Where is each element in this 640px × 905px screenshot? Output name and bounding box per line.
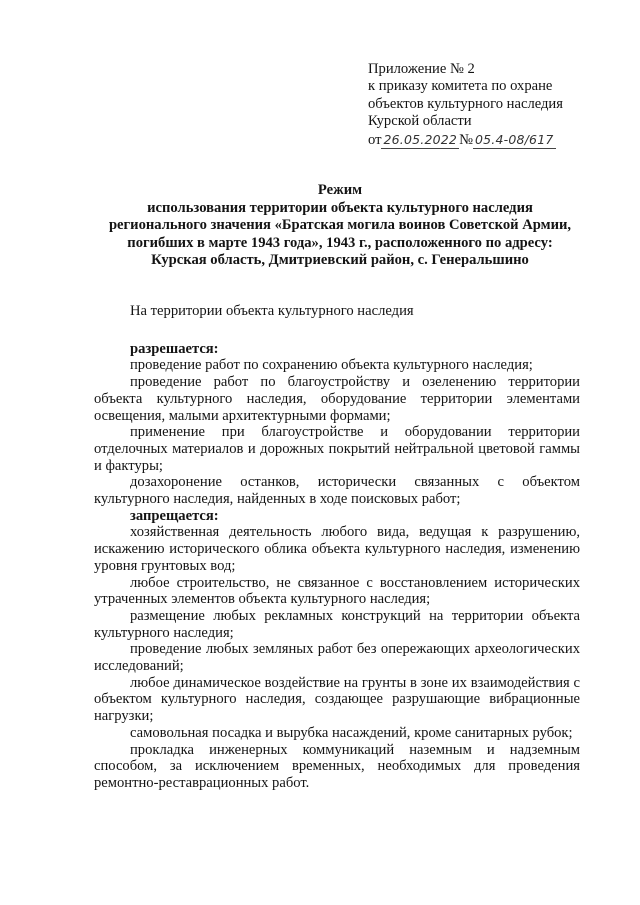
forbidden-item: любое динамическое воздействие на грунты в зоне их взаимодействия с объектом культурного наследия, создающее разрушающие вибрационные нагрузки; — [94, 674, 580, 725]
title-line-1: Режим — [317, 182, 363, 198]
allowed-heading: разрешается: — [130, 340, 219, 357]
forbidden-item: проведение любых земляных работ без опережающих археологических исследований; — [94, 641, 580, 675]
forbidden-item: размещение любых рекламных конструкций на территории объекта культурного наследия; — [94, 607, 580, 641]
from-label: от — [368, 131, 382, 148]
allowed-item: дозахоронение останков, исторически связанных с объектом культурного наследия, найденных в ходе поисковых работ; — [94, 474, 580, 508]
title-line-5: Курская область, Дмитриевский район, с. Генеральшино — [151, 252, 529, 268]
forbidden-heading: запрещается: — [130, 507, 219, 524]
number-label: № — [459, 131, 473, 148]
forbidden-item: хозяйственная деятельность любого вида, ведущая к разрушению, искажению исторического облика объекта культурного наследия, изменению уровня грунтовых вод; — [94, 524, 580, 574]
handwritten-date: 26.05.2022 — [383, 131, 458, 147]
appendix-header — [368, 61, 628, 149]
handwritten-number: 05.4-08/617 — [475, 131, 554, 147]
appendix-number: Приложение № 2 — [368, 61, 475, 77]
title-line-3: регионального значения «Братская могила воинов Советской Армии, — [108, 217, 572, 233]
intro-text: На территории объекта культурного наследия — [130, 303, 414, 319]
appendix-order-ref: к приказу комитета по охране — [368, 78, 553, 95]
forbidden-item: самовольная посадка и вырубка насаждений, кроме санитарных рубок; — [130, 724, 573, 741]
document-title — [80, 182, 600, 270]
allowed-item: применение при благоустройстве и оборудовании территории отделочных материалов и дорожных покрытий нейтральной цветовой гаммы и фактуры; — [94, 424, 580, 474]
forbidden-item: прокладка инженерных коммуникаций наземным и надземным способом, за исключением временных, необходимых для проведения ремонтно-реставрационных работ. — [94, 741, 580, 791]
forbidden-item: любое строительство, не связанное с восстановлением исторических утраченных элементов объекта культурного наследия; — [94, 574, 580, 608]
appendix-date-line — [368, 131, 628, 149]
appendix-committee: объектов культурного наследия — [368, 95, 563, 112]
allowed-item: проведение работ по сохранению объекта культурного наследия; — [130, 357, 533, 374]
allowed-item: проведение работ по благоустройству и озеленению территории объекта культурного наследия, оборудование территории элементами освещения, малыми архитектурными формами; — [94, 374, 580, 424]
document-body — [94, 303, 580, 792]
appendix-region: Курской области — [368, 113, 472, 130]
title-line-4: погибших в марте 1943 года», 1943 г., расположенного по адресу: — [127, 234, 553, 251]
title-line-2: использования территории объекта культурного наследия — [147, 199, 533, 216]
